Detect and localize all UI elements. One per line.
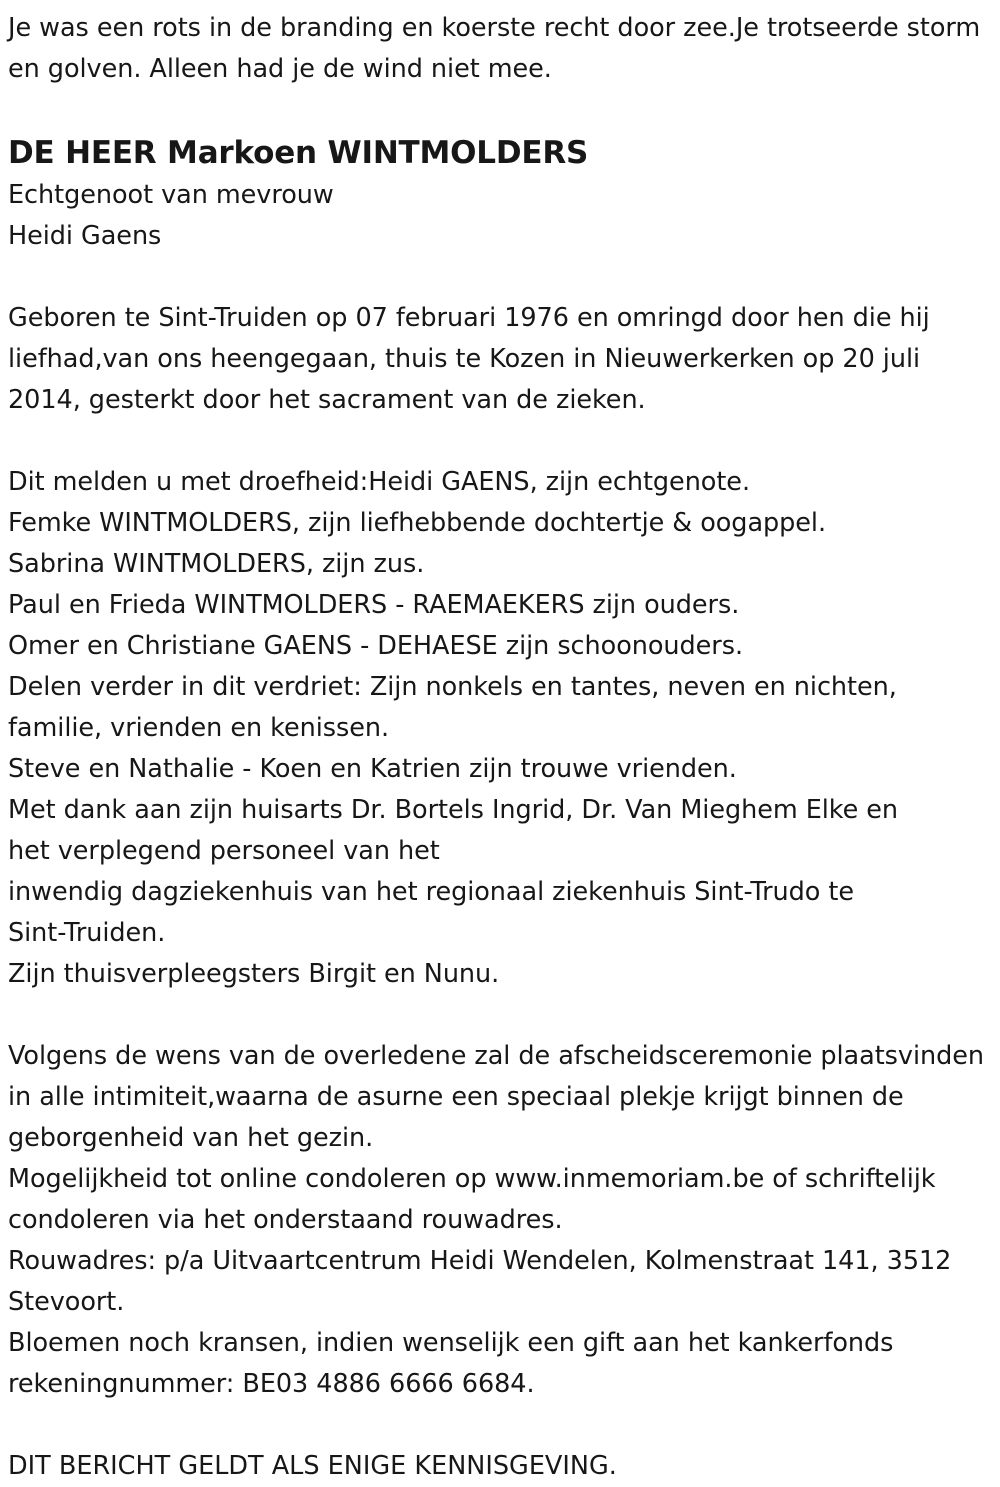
spouse-label: Echtgenoot van mevrouw — [8, 180, 334, 210]
survivors-list — [8, 462, 990, 667]
thanks-block — [8, 790, 990, 995]
deceased-name-heading: DE HEER Markoen WINTMOLDERS — [8, 135, 589, 171]
spouse-block — [8, 175, 990, 257]
condolences-text: Mogelijkheid tot online condoleren op www.inmemoriam.be of schriftelijk condoleren via het onderstaand rouwadres. — [8, 1164, 936, 1235]
ceremony-text: Volgens de wens van de overledene zal de afscheidsceremonie plaatsvinden in alle intimiteit,waarna de asurne een speciaal plekje krijgt binnen de geborgenheid van het gezin. — [8, 1041, 984, 1153]
list-item: Paul en Frieda WINTMOLDERS - RAEMAEKERS zijn ouders. — [8, 590, 740, 620]
life-details-text: Geboren te Sint-Truiden op 07 februari 1976 en omringd door hen die hij liefhad,van ons heengegaan, thuis te Kozen in Nieuwerkerken op 20 juli 2014, gesterkt door het sacrament van de zieken. — [8, 303, 930, 415]
friends-line: Steve en Nathalie - Koen en Katrien zijn trouwe vrienden. — [8, 754, 737, 784]
thanks-line: het verplegend personeel van het — [8, 836, 440, 866]
spacer — [8, 421, 990, 462]
thanks-line: inwendig dagziekenhuis van het regionaal ziekenhuis Sint-Trudo te — [8, 877, 854, 907]
list-item: Omer en Christiane GAENS - DEHAESE zijn schoonouders. — [8, 631, 744, 661]
poem-text: Je was een rots in de branding en koerste recht door zee.Je trotseerde storm en golven. Alleen had je de wind niet mee. — [8, 13, 981, 84]
spacer — [8, 257, 990, 298]
closing-statement: DIT BERICHT GELDT ALS ENIGE KENNISGEVING. — [8, 1451, 617, 1481]
list-item: Dit melden u met droefheid:Heidi GAENS, zijn echtgenote. — [8, 467, 751, 497]
spacer — [8, 90, 990, 131]
thanks-line: Met dank aan zijn huisarts Dr. Bortels Ingrid, Dr. Van Mieghem Elke en — [8, 795, 899, 825]
thanks-line: Zijn thuisverpleegsters Birgit en Nunu. — [8, 959, 500, 989]
mourning-address-text: Rouwadres: p/a Uitvaartcentrum Heidi Wendelen, Kolmenstraat 141, 3512 Stevoort. — [8, 1246, 952, 1317]
spouse-name: Heidi Gaens — [8, 221, 162, 251]
thanks-line: Sint-Truiden. — [8, 918, 166, 948]
extended-family-text: Delen verder in dit verdriet: Zijn nonkels en tantes, neven en nichten, familie, vrienden en kenissen. — [8, 672, 897, 743]
list-item: Sabrina WINTMOLDERS, zijn zus. — [8, 549, 425, 579]
friends-block — [8, 749, 990, 790]
spacer — [8, 995, 990, 1036]
list-item: Femke WINTMOLDERS, zijn liefhebbende dochtertje & oogappel. — [8, 508, 827, 538]
donation-text: Bloemen noch kransen, indien wenselijk een gift aan het kankerfonds rekeningnummer: BE03 4886 6666 6684. — [8, 1328, 894, 1399]
spacer — [8, 1405, 990, 1446]
